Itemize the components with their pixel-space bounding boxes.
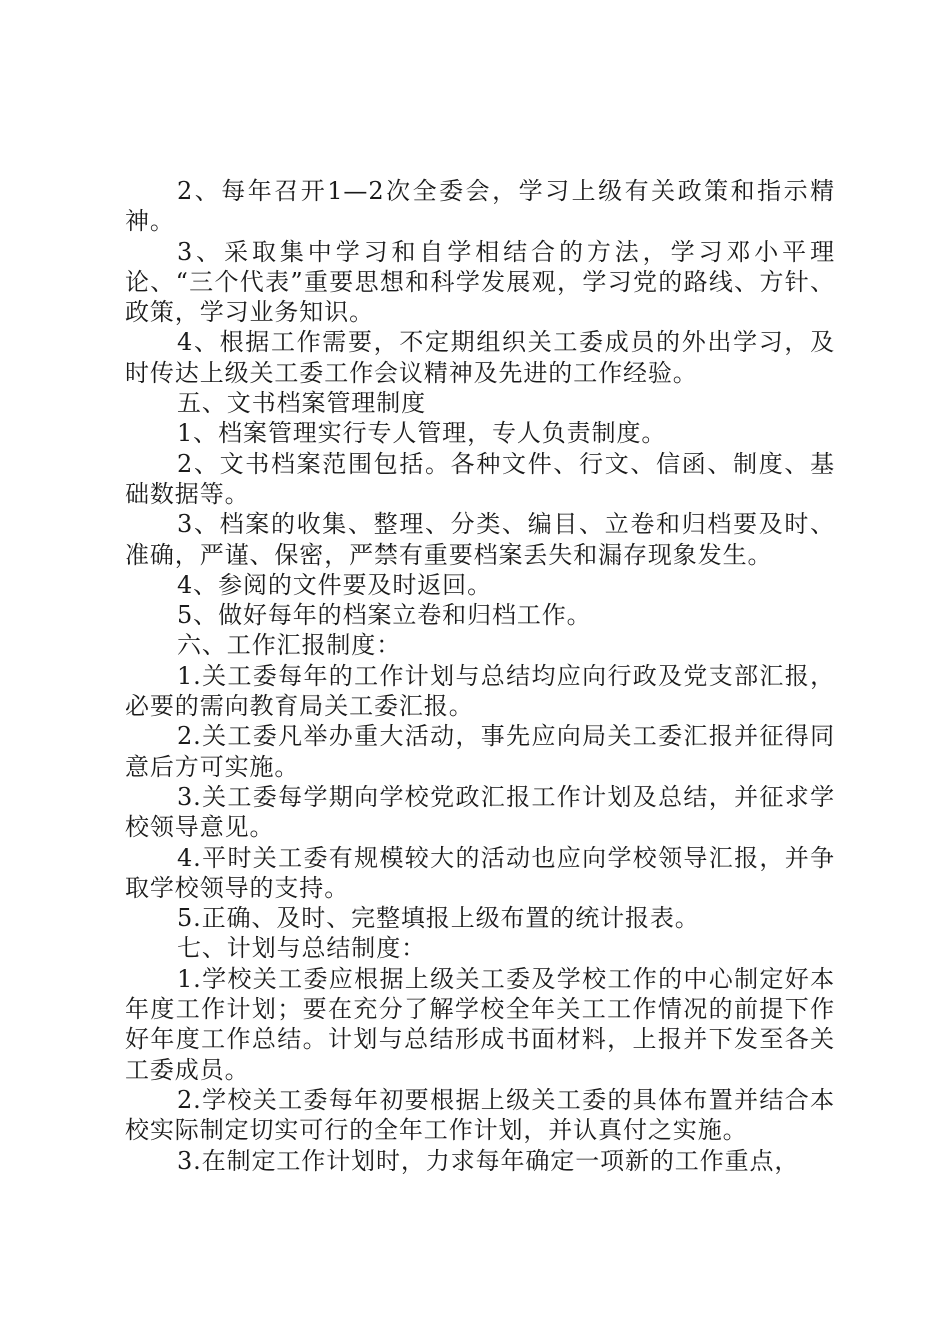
paragraph: 5.正确、及时、完整填报上级布置的统计报表。 bbox=[177, 904, 700, 933]
paragraph: 3.关工委每学期向学校党政汇报工作计划及总结，并征求学校领导意见。 bbox=[125, 782, 835, 842]
paragraph: 4.平时关工委有规模较大的活动也应向学校领导汇报，并争取学校领导的支持。 bbox=[125, 843, 835, 902]
paragraph: 4、根据工作需要，不定期组织关工委成员的外出学习，及时传达上级关工委工作会议精神及先进的工作经验。 bbox=[125, 328, 835, 387]
section-heading: 五、文书档案管理制度 bbox=[177, 389, 426, 418]
paragraph: 2.关工委凡举办重大活动，事先应向局关工委汇报并征得同意后方可实施。 bbox=[125, 722, 835, 781]
paragraph: 3.在制定工作计划时，力求每年确定一项新的工作重点， bbox=[177, 1146, 800, 1175]
paragraph: 2、文书档案范围包括。各种文件、行文、信函、制度、基础数据等。 bbox=[125, 449, 835, 508]
paragraph: 1.关工委每年的工作计划与总结均应向行政及党支部汇报，必要的需向教育局关工委汇报。 bbox=[125, 661, 835, 721]
paragraph: 1、档案管理实行专人管理，专人负责制度。 bbox=[177, 419, 667, 448]
paragraph: 4、参阅的文件要及时返回。 bbox=[177, 570, 492, 599]
section-heading: 六、工作汇报制度： bbox=[177, 631, 402, 660]
paragraph: 2、每年召开1—2次全委会，学习上级有关政策和指示精神。 bbox=[125, 177, 835, 236]
paragraph: 3、采取集中学习和自学相结合的方法，学习邓小平理论、“三个代表”重要思想和科学发展观，学习党的路线、方针、政策，学习业务知识。 bbox=[125, 237, 835, 327]
paragraph: 1.学校关工委应根据上级关工委及学校工作的中心制定好本年度工作计划；要在充分了解学校全年关工工作情况的前提下作好年度工作总结。计划与总结形成书面材料，上报并下发至各关工委成员。 bbox=[125, 964, 835, 1084]
document-body bbox=[125, 176, 835, 1176]
paragraph: 2.学校关工委每年初要根据上级关工委的具体布置并结合本校实际制定切实可行的全年工作计划，并认真付之实施。 bbox=[125, 1085, 835, 1145]
section-heading: 七、计划与总结制度： bbox=[177, 934, 426, 963]
paragraph: 3、档案的收集、整理、分类、编目、立卷和归档要及时、准确，严谨、保密，严禁有重要档案丢失和漏存现象发生。 bbox=[125, 510, 835, 569]
paragraph: 5、做好每年的档案立卷和归档工作。 bbox=[177, 601, 592, 630]
